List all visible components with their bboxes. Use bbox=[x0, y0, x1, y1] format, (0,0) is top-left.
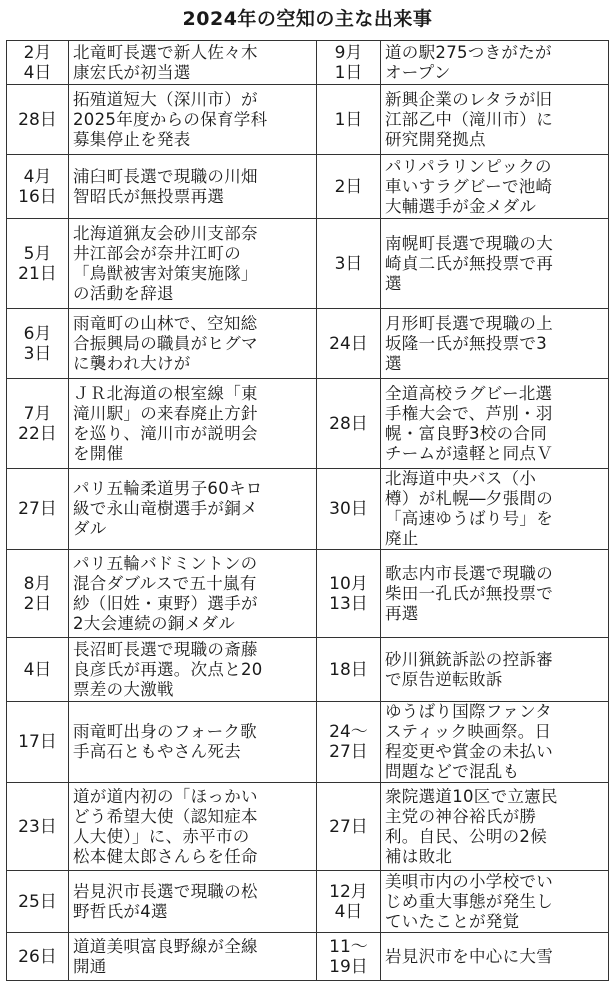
right-date-cell: 9月 1日 bbox=[317, 41, 381, 85]
left-date-cell: 26日 bbox=[7, 933, 69, 981]
left-date-cell: 25日 bbox=[7, 871, 69, 933]
right-date-cell: 2日 bbox=[317, 155, 381, 219]
right-date-cell: 24～ 27日 bbox=[317, 702, 381, 783]
left-date-cell: 4日 bbox=[7, 638, 69, 702]
table-row bbox=[7, 379, 609, 469]
table-row bbox=[7, 783, 609, 871]
table-row bbox=[7, 309, 609, 379]
left-event-cell: 長沼町長選で現職の斎藤 良彦氏が再選。次点と20 票差の大激戦 bbox=[69, 638, 317, 702]
table-row bbox=[7, 41, 609, 85]
right-event-cell: 新興企業のレタラが旧 江部乙中（滝川市）に 研究開発拠点 bbox=[381, 85, 609, 155]
right-event-cell: 岩見沢市を中心に大雪 bbox=[381, 933, 609, 981]
right-event-cell: 衆院選道10区で立憲民 主党の神谷裕氏が勝 利。自民、公明の2候 補は敗北 bbox=[381, 783, 609, 871]
page-title: 2024年の空知の主な出来事 bbox=[182, 8, 433, 30]
left-date-cell: 7月 22日 bbox=[7, 379, 69, 469]
events-table bbox=[6, 40, 609, 981]
left-date-cell: 28日 bbox=[7, 85, 69, 155]
right-event-cell: 北海道中央バス（小 樽）が札幌―夕張間の 「高速ゆうばり号」を 廃止 bbox=[381, 469, 609, 550]
left-event-cell: 浦臼町長選で現職の川畑 智昭氏が無投票再選 bbox=[69, 155, 317, 219]
right-date-cell: 3日 bbox=[317, 219, 381, 309]
right-event-cell: 南幌町長選で現職の大 崎貞二氏が無投票で再 選 bbox=[381, 219, 609, 309]
right-date-cell: 10月 13日 bbox=[317, 550, 381, 638]
left-event-cell: 拓殖道短大（深川市）が 2025年度からの保育学科 募集停止を発表 bbox=[69, 85, 317, 155]
right-date-cell: 28日 bbox=[317, 379, 381, 469]
right-event-cell: パリパラリンピックの 車いすラグビーで池崎 大輔選手が金メダル bbox=[381, 155, 609, 219]
left-date-cell: 8月 2日 bbox=[7, 550, 69, 638]
right-event-cell: 歌志内市長選で現職の 柴田一孔氏が無投票で 再選 bbox=[381, 550, 609, 638]
right-date-cell: 18日 bbox=[317, 638, 381, 702]
table-row bbox=[7, 550, 609, 638]
table-row bbox=[7, 702, 609, 783]
left-date-cell: 23日 bbox=[7, 783, 69, 871]
right-date-cell: 12月 4日 bbox=[317, 871, 381, 933]
left-date-cell: 6月 3日 bbox=[7, 309, 69, 379]
right-event-cell: ゆうばり国際ファンタ スティック映画祭。日 程変更や賞金の未払い 問題などで混乱も bbox=[381, 702, 609, 783]
right-event-cell: 美唄市内の小学校でい じめ重大事態が発生し ていたことが発覚 bbox=[381, 871, 609, 933]
table-row bbox=[7, 469, 609, 550]
left-event-cell: 雨竜町出身のフォーク歌 手高石ともやさん死去 bbox=[69, 702, 317, 783]
left-event-cell: 岩見沢市長選で現職の松 野哲氏が4選 bbox=[69, 871, 317, 933]
left-event-cell: パリ五輪柔道男子60キロ 級で永山竜樹選手が銅メ ダル bbox=[69, 469, 317, 550]
right-event-cell: 道の駅275つきがたが オープン bbox=[381, 41, 609, 85]
right-event-cell: 全道高校ラグビー北選 手権大会で、芦別・羽 幌・富良野3校の合同 チームが遠軽と同点Ｖ bbox=[381, 379, 609, 469]
right-date-cell: 24日 bbox=[317, 309, 381, 379]
table-row bbox=[7, 85, 609, 155]
left-event-cell: 北竜町長選で新人佐々木 康宏氏が初当選 bbox=[69, 41, 317, 85]
right-date-cell: 27日 bbox=[317, 783, 381, 871]
left-event-cell: ＪＲ北海道の根室線「東 滝川駅」の来春廃止方針 を巡り、滝川市が説明会 を開催 bbox=[69, 379, 317, 469]
table-row bbox=[7, 155, 609, 219]
right-date-cell: 11～ 19日 bbox=[317, 933, 381, 981]
left-date-cell: 2月 4日 bbox=[7, 41, 69, 85]
right-date-cell: 30日 bbox=[317, 469, 381, 550]
left-event-cell: 雨竜町の山林で、空知総 合振興局の職員がヒグマ に襲われ大けが bbox=[69, 309, 317, 379]
table-row bbox=[7, 933, 609, 981]
right-event-cell: 月形町長選で現職の上 坂隆一氏が無投票で3 選 bbox=[381, 309, 609, 379]
left-event-cell: パリ五輪バドミントンの 混合ダブルスで五十嵐有 紗（旧姓・東野）選手が 2大会連続の銅メダル bbox=[69, 550, 317, 638]
left-date-cell: 17日 bbox=[7, 702, 69, 783]
left-event-cell: 道が道内初の「ほっかい どう希望大使（認知症本 人大使）」に、赤平市の 松本健太郎さんらを任命 bbox=[69, 783, 317, 871]
table-row bbox=[7, 871, 609, 933]
table-row bbox=[7, 638, 609, 702]
left-date-cell: 27日 bbox=[7, 469, 69, 550]
right-date-cell: 1日 bbox=[317, 85, 381, 155]
table-row bbox=[7, 219, 609, 309]
left-event-cell: 道道美唄富良野線が全線 開通 bbox=[69, 933, 317, 981]
left-date-cell: 4月 16日 bbox=[7, 155, 69, 219]
left-event-cell: 北海道猟友会砂川支部奈 井江部会が奈井江町の 「鳥獣被害対策実施隊」 の活動を辞退 bbox=[69, 219, 317, 309]
right-event-cell: 砂川猟銃訴訟の控訴審 で原告逆転敗訴 bbox=[381, 638, 609, 702]
left-date-cell: 5月 21日 bbox=[7, 219, 69, 309]
